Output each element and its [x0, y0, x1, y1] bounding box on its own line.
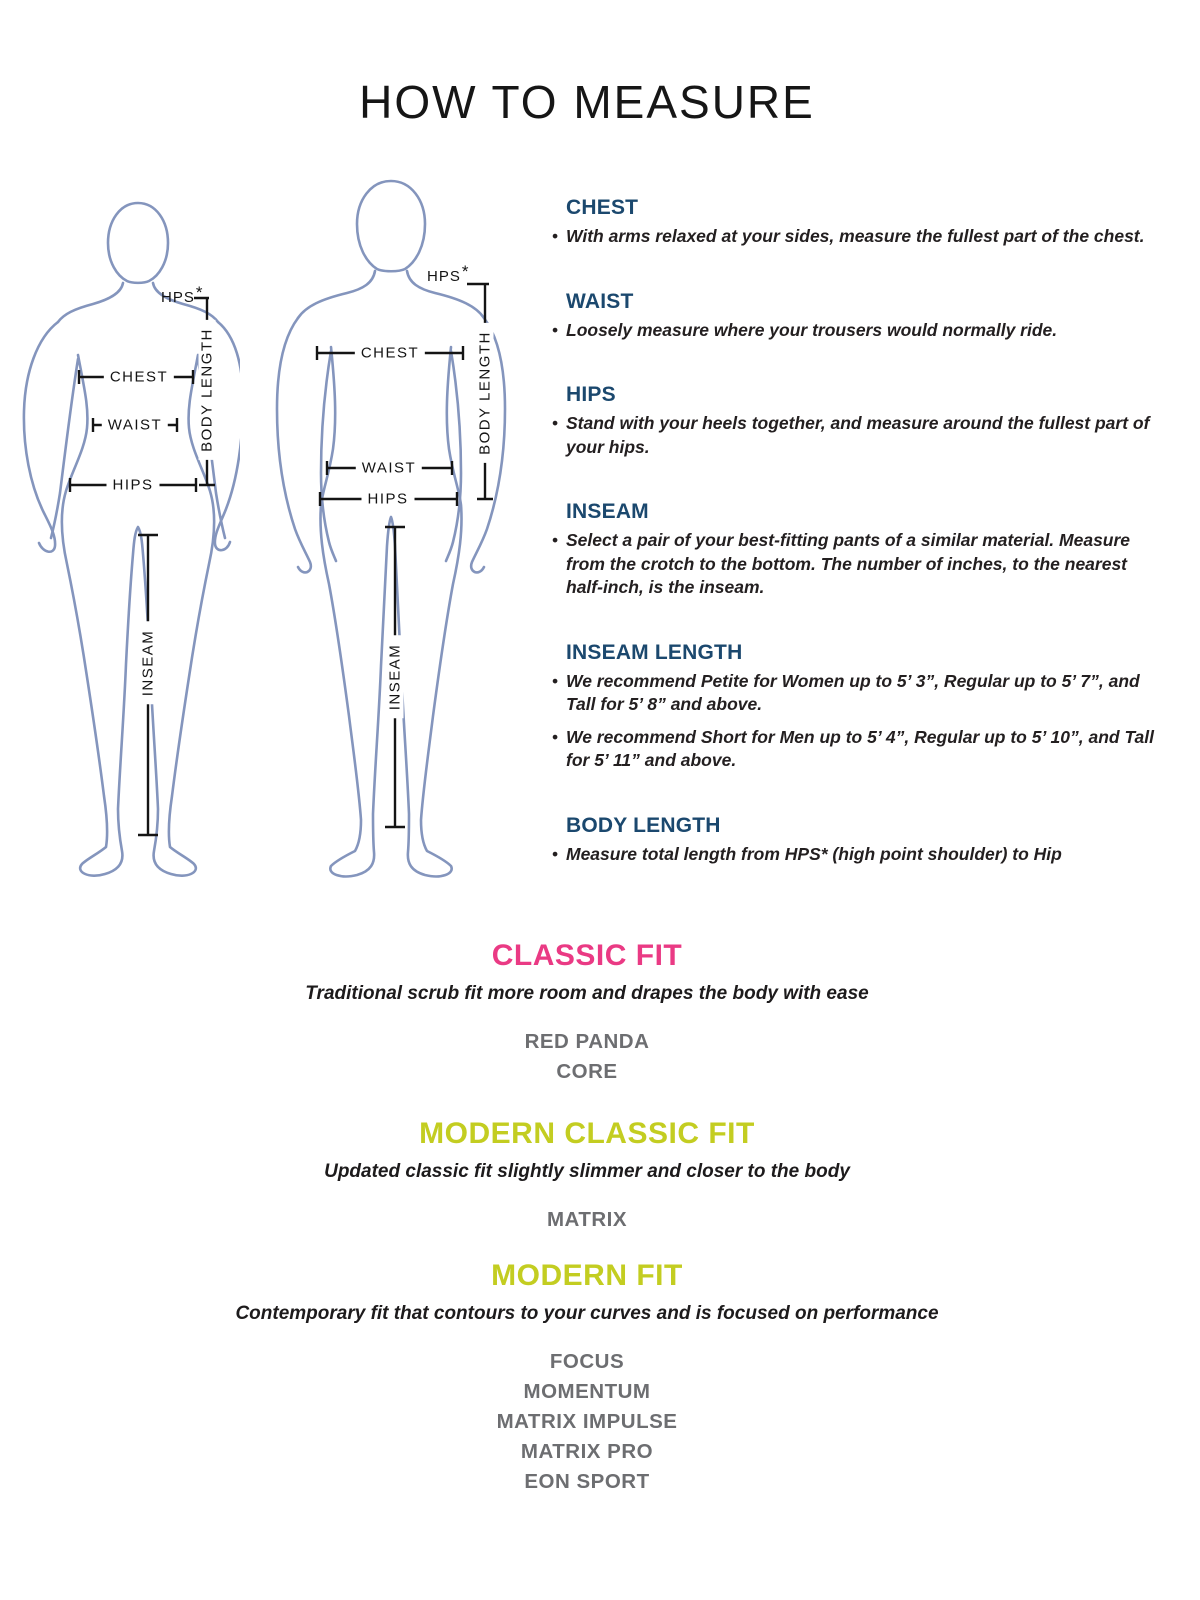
fit-modern: [0, 1258, 1174, 1497]
instruction-inseam: [552, 500, 1166, 600]
female-hps-label: [161, 281, 202, 306]
product-name: FOCUS: [549, 1350, 625, 1373]
instruction-bullet: • Select a pair of your best-fitting pants of a similar material. Measure from the crotch to the bottom. The number of inches, to the nearest half-inch, is the inseam.: [552, 529, 1166, 600]
instruction-heading: CHEST: [566, 196, 639, 219]
instructions-column: [552, 196, 1166, 907]
fit-description: Contemporary fit that contours to your curves and is focused on performance: [235, 1303, 939, 1324]
female-left-shoulder: [58, 283, 123, 322]
instruction-bullet: • With arms relaxed at your sides, measure the fullest part of the chest.: [552, 225, 1166, 249]
female-left-arm-inner: [51, 359, 78, 538]
instruction-inseam-length: [552, 641, 1166, 773]
male-figure: [268, 175, 528, 885]
female-figure-svg: [10, 195, 240, 885]
fit-description: Traditional scrub fit more room and drapes the body with ease: [305, 983, 869, 1004]
male-hps-label: [427, 260, 468, 285]
instruction-hips: [552, 383, 1166, 459]
fit-name: CLASSIC FIT: [491, 939, 683, 972]
male-hps-text: HPS: [427, 268, 461, 285]
instruction-waist: [552, 290, 1166, 343]
instruction-heading: INSEAM: [566, 500, 649, 523]
male-body-length-label: BODY LENGTH: [477, 323, 494, 463]
instruction-bullet: • We recommend Petite for Women up to 5’ 3”, Regular up to 5’ 7”, and Tall for 5’ 8” and above.: [552, 670, 1166, 717]
male-chest-label: CHEST: [355, 345, 425, 362]
product-name: MATRIX: [546, 1208, 628, 1231]
female-hps-text: HPS: [161, 289, 195, 306]
male-left-shoulder: [298, 271, 375, 318]
fit-products: [0, 1205, 1174, 1235]
male-silhouette: [277, 181, 505, 876]
product-name: CORE: [556, 1060, 618, 1083]
fit-products: [0, 1027, 1174, 1087]
male-figure-svg: [268, 175, 528, 885]
product-name: MATRIX PRO: [520, 1440, 654, 1463]
instruction-heading: HIPS: [566, 383, 616, 406]
fit-name: MODERN FIT: [491, 1259, 683, 1292]
male-waist-label: WAIST: [356, 460, 422, 477]
fit-name: MODERN CLASSIC FIT: [419, 1117, 755, 1150]
instruction-chest: [552, 196, 1166, 249]
fit-description: Updated classic fit slightly slimmer and closer to the body: [324, 1161, 850, 1182]
male-hps-asterisk: *: [461, 262, 470, 281]
female-chest-label: CHEST: [104, 369, 174, 386]
male-head: [357, 181, 425, 271]
fit-classic: [0, 938, 1174, 1087]
instruction-heading: WAIST: [566, 289, 634, 313]
female-figure: [10, 195, 240, 885]
instruction-bullet: • We recommend Short for Men up to 5’ 4”, Regular up to 5’ 10”, and Tall for 5’ 11” and above.: [552, 726, 1166, 773]
female-waist-label: WAIST: [102, 417, 168, 434]
instruction-heading: INSEAM LENGTH: [566, 640, 743, 664]
instruction-bullet: • Measure total length from HPS* (high point shoulder) to Hip: [552, 843, 1166, 867]
fit-modern-classic: [0, 1116, 1174, 1235]
female-body-length-label: BODY LENGTH: [199, 320, 216, 460]
product-name: RED PANDA: [524, 1030, 650, 1053]
female-hps-asterisk: *: [195, 283, 204, 302]
instruction-heading: BODY LENGTH: [566, 813, 721, 837]
female-left-arm: [24, 322, 58, 552]
instruction-bullet: • Stand with your heels together, and measure around the fullest part of your hips.: [552, 412, 1166, 459]
instruction-bullet: • Loosely measure where your trousers would normally ride.: [552, 319, 1166, 343]
female-hips-label: HIPS: [106, 477, 159, 494]
male-torso-legs: [320, 347, 461, 876]
fit-products: [0, 1347, 1174, 1497]
male-left-arm: [277, 318, 311, 572]
product-name: MOMENTUM: [523, 1380, 651, 1403]
female-head: [108, 203, 168, 283]
product-name: EON SPORT: [524, 1470, 650, 1493]
instruction-body-length: [552, 814, 1166, 867]
female-right-arm: [215, 322, 240, 550]
male-hips-label: HIPS: [361, 491, 414, 508]
female-inseam-label: INSEAM: [140, 622, 157, 705]
page-title: HOW TO MEASURE: [359, 75, 815, 128]
male-inseam-label: INSEAM: [387, 636, 404, 719]
product-name: MATRIX IMPULSE: [496, 1410, 678, 1433]
